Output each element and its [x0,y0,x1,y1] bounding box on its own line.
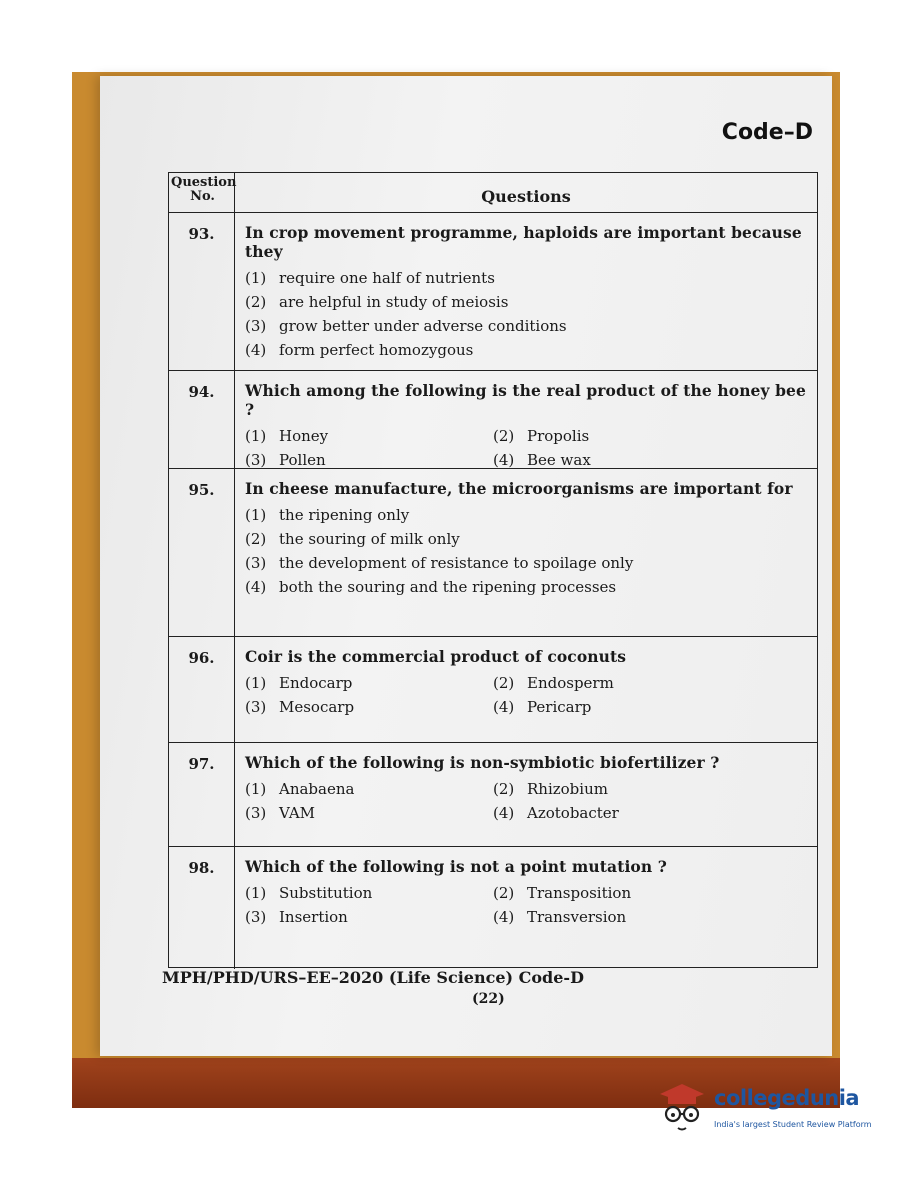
page-number: (22) [472,991,505,1007]
questions-table [168,172,818,968]
option-text: Mesocarp [279,698,355,716]
option-number: (1) [245,780,267,798]
option-number: (2) [493,884,515,902]
logo-tagline: India's largest Student Review Platform [714,1120,872,1129]
question-row [169,213,817,371]
answer-option [493,884,809,902]
option-text: Rhizobium [527,780,608,798]
question-text: In cheese manufacture, the microorganisms are important for [245,479,793,498]
option-number: (4) [245,341,267,359]
option-text: Insertion [279,908,348,926]
answer-option [245,884,493,902]
answer-options [245,269,809,359]
option-text: Pericarp [527,698,592,716]
option-text: Substitution [279,884,373,902]
option-number: (3) [245,908,267,926]
question-number: 93. [169,213,235,370]
option-number: (4) [493,451,515,469]
answer-option [493,451,809,469]
option-text: Azotobacter [527,804,619,822]
option-text: are helpful in study of meiosis [279,293,509,311]
option-text: Transversion [527,908,627,926]
answer-options [245,884,809,926]
answer-option [245,554,809,572]
option-number: (2) [245,530,267,548]
option-text: Anabaena [279,780,355,798]
question-number: 95. [169,469,235,636]
paper-code: Code–D [721,120,813,145]
answer-option [493,908,809,926]
option-text: form perfect homozygous [279,341,474,359]
question-text: Which among the following is the real product of the honey bee ? [245,381,806,419]
option-number: (2) [493,780,515,798]
answer-option [245,317,809,335]
question-text: In crop movement programme, haploids are important because they [245,223,802,261]
option-number: (1) [245,427,267,445]
option-text: VAM [279,804,316,822]
answer-options [245,780,809,822]
answer-option [493,780,809,798]
answer-option [245,269,809,287]
answer-option [493,427,809,445]
option-number: (3) [245,317,267,335]
option-number: (4) [493,804,515,822]
option-text: Pollen [279,451,326,469]
answer-option [245,804,493,822]
answer-option [245,908,493,926]
answer-option [245,506,809,524]
question-number: 96. [169,637,235,742]
answer-option [493,674,809,692]
graduate-face-icon [656,1078,706,1136]
option-number: (1) [245,506,267,524]
option-text: Honey [279,427,329,445]
option-text: the souring of milk only [279,530,460,548]
question-body [235,213,817,370]
exam-footer: MPH/PHD/URS–EE–2020 (Life Science) Code-D [162,968,584,987]
table-header [169,173,817,213]
question-row [169,371,817,469]
question-text: Which of the following is not a point mutation ? [245,857,667,876]
option-text: Propolis [527,427,590,445]
option-number: (1) [245,674,267,692]
option-text: Transposition [527,884,632,902]
answer-option [493,698,809,716]
option-text: require one half of nutrients [279,269,495,287]
option-number: (4) [493,908,515,926]
option-number: (1) [245,269,267,287]
option-number: (3) [245,554,267,572]
question-rows [169,213,817,969]
collegedunia-logo [656,1076,886,1140]
option-number: (3) [245,804,267,822]
option-number: (2) [493,674,515,692]
option-number: (2) [493,427,515,445]
question-text: Coir is the commercial product of coconuts [245,647,627,666]
question-number: 98. [169,847,235,969]
option-text: grow better under adverse conditions [279,317,567,335]
logo-wordmark: collegedunia [714,1086,860,1110]
option-text: the development of resistance to spoilage only [279,554,634,572]
option-text: the ripening only [279,506,410,524]
option-number: (4) [245,578,267,596]
question-no-header: Question No. [169,173,235,212]
question-body [235,371,817,468]
option-text: Endocarp [279,674,353,692]
option-number: (2) [245,293,267,311]
answer-option [245,780,493,798]
option-text: Endosperm [527,674,614,692]
answer-options [245,427,809,469]
answer-option [245,341,809,359]
option-number: (4) [493,698,515,716]
question-body [235,847,817,969]
question-row [169,469,817,637]
question-body [235,469,817,636]
question-row [169,743,817,847]
question-number: 97. [169,743,235,846]
answer-option [493,804,809,822]
question-row [169,847,817,969]
questions-header: Questions [481,187,571,206]
answer-option [245,578,809,596]
answer-option [245,698,493,716]
answer-options [245,674,809,716]
question-number: 94. [169,371,235,468]
option-text: Bee wax [527,451,591,469]
answer-option [245,530,809,548]
answer-option [245,451,493,469]
question-body [235,743,817,846]
option-number: (1) [245,884,267,902]
question-row [169,637,817,743]
answer-options [245,506,809,596]
answer-option [245,293,809,311]
answer-option [245,674,493,692]
answer-option [245,427,493,445]
option-number: (3) [245,451,267,469]
option-text: both the souring and the ripening processes [279,578,617,596]
option-number: (3) [245,698,267,716]
question-text: Which of the following is non-symbiotic biofertilizer ? [245,753,720,772]
question-body [235,637,817,742]
